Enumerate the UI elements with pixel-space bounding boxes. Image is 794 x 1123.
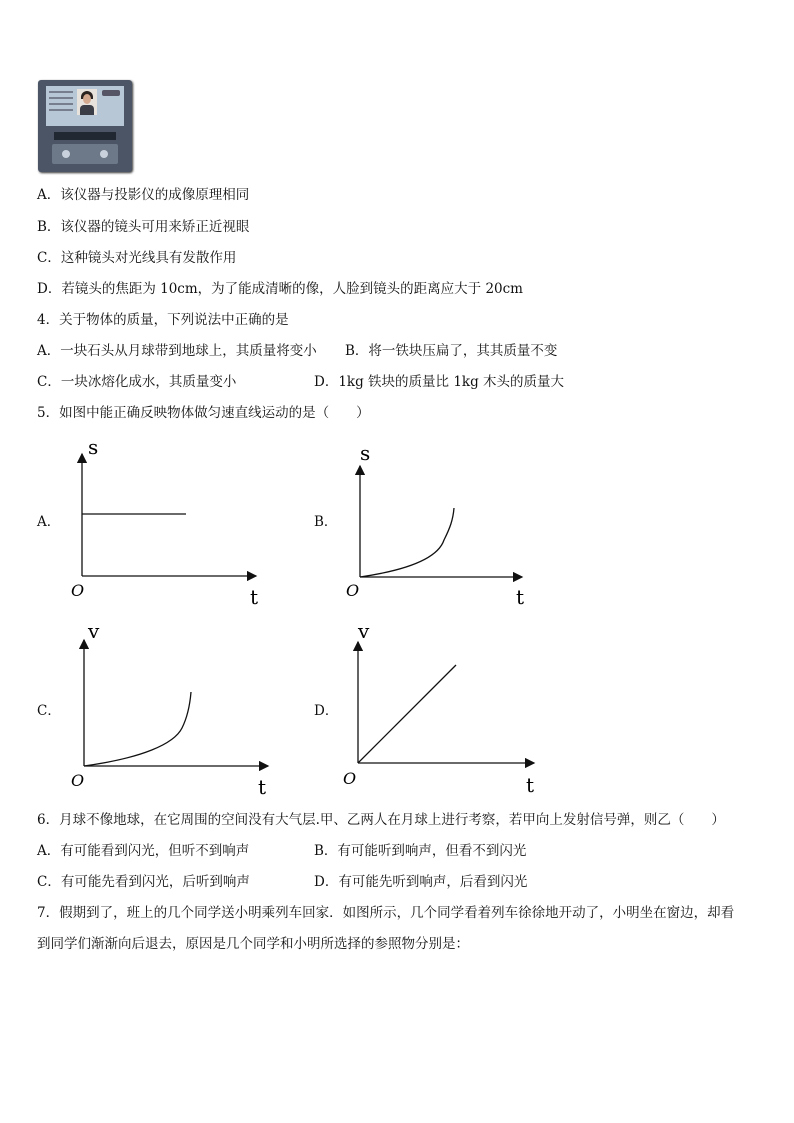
q7-stem-line1: 7．假期到了，班上的几个同学送小明乘列车回家．如图所示，几个同学看着列车徐徐地开动了，小明坐在窗边，却看 bbox=[37, 905, 735, 921]
graph-a bbox=[60, 432, 270, 612]
q6-option-d: D．有可能先听到响声，后看到闪光 bbox=[314, 874, 528, 890]
graph-c bbox=[62, 618, 282, 798]
graph-a-ylabel: s bbox=[88, 435, 99, 459]
graph-c-label: C． bbox=[37, 703, 61, 719]
q4-option-a: A．一块石头从月球带到地球上，其质量将变小 bbox=[37, 343, 317, 359]
q6-option-c: C．有可能先看到闪光，后听到响声 bbox=[37, 874, 250, 890]
graph-c-ylabel: v bbox=[88, 619, 100, 643]
q3-option-d: D．若镜头的焦距为 10cm，为了能成清晰的像，人脸到镜头的距离应大于 20cm bbox=[37, 281, 523, 297]
id-photo bbox=[77, 89, 97, 115]
q6-option-b: B．有可能听到响声，但看不到闪光 bbox=[314, 843, 527, 859]
q6-stem: 6．月球不像地球，在它周围的空间没有大气层.甲、乙两人在月球上进行考察，若甲向上发射信号弹，则乙（ ） bbox=[37, 812, 725, 828]
device-screen bbox=[46, 86, 124, 126]
graph-b-xlabel: t bbox=[516, 585, 525, 609]
card-slot bbox=[54, 132, 116, 140]
q3-option-b: B．该仪器的镜头可用来矫正近视眼 bbox=[37, 219, 250, 235]
q5-stem: 5．如图中能正确反映物体做匀速直线运动的是（ ） bbox=[37, 405, 370, 421]
graph-d bbox=[336, 618, 546, 798]
q3-option-a: A．该仪器与投影仪的成像原理相同 bbox=[37, 187, 250, 203]
face-recognition-device-image bbox=[38, 80, 132, 172]
graph-b-ylabel: s bbox=[360, 441, 371, 465]
graph-d-ylabel: v bbox=[358, 619, 370, 643]
q4-option-d: D．1kg 铁块的质量比 1kg 木头的质量大 bbox=[314, 374, 565, 390]
device-logo bbox=[102, 90, 120, 96]
graph-a-origin: O bbox=[71, 581, 85, 600]
graph-a-xlabel: t bbox=[250, 585, 259, 609]
q4-stem: 4．关于物体的质量，下列说法中正确的是 bbox=[37, 312, 289, 328]
graph-d-origin: O bbox=[343, 769, 357, 788]
graph-b-label: B． bbox=[314, 514, 338, 530]
graph-b bbox=[338, 440, 538, 610]
q6-option-a: A．有可能看到闪光，但听不到响声 bbox=[37, 843, 250, 859]
graph-a-label: A． bbox=[37, 514, 61, 530]
device-panel bbox=[52, 144, 118, 164]
q3-option-c: C．这种镜头对光线具有发散作用 bbox=[37, 250, 237, 266]
q4-option-b: B．将一铁块压扁了，其其质量不变 bbox=[345, 343, 558, 359]
q7-stem-line2: 到同学们渐渐向后退去，原因是几个同学和小明所选择的参照物分别是： bbox=[37, 936, 469, 952]
graph-d-label: D． bbox=[314, 703, 339, 719]
graph-b-origin: O bbox=[346, 581, 360, 600]
graph-b-curve bbox=[360, 508, 454, 577]
q4-option-c: C．一块冰熔化成水，其质量变小 bbox=[37, 374, 237, 390]
graph-d-xlabel: t bbox=[526, 773, 535, 797]
graph-c-origin: O bbox=[71, 771, 85, 790]
graph-d-line bbox=[358, 665, 456, 763]
graph-c-curve bbox=[84, 692, 191, 766]
graph-c-xlabel: t bbox=[258, 775, 267, 798]
